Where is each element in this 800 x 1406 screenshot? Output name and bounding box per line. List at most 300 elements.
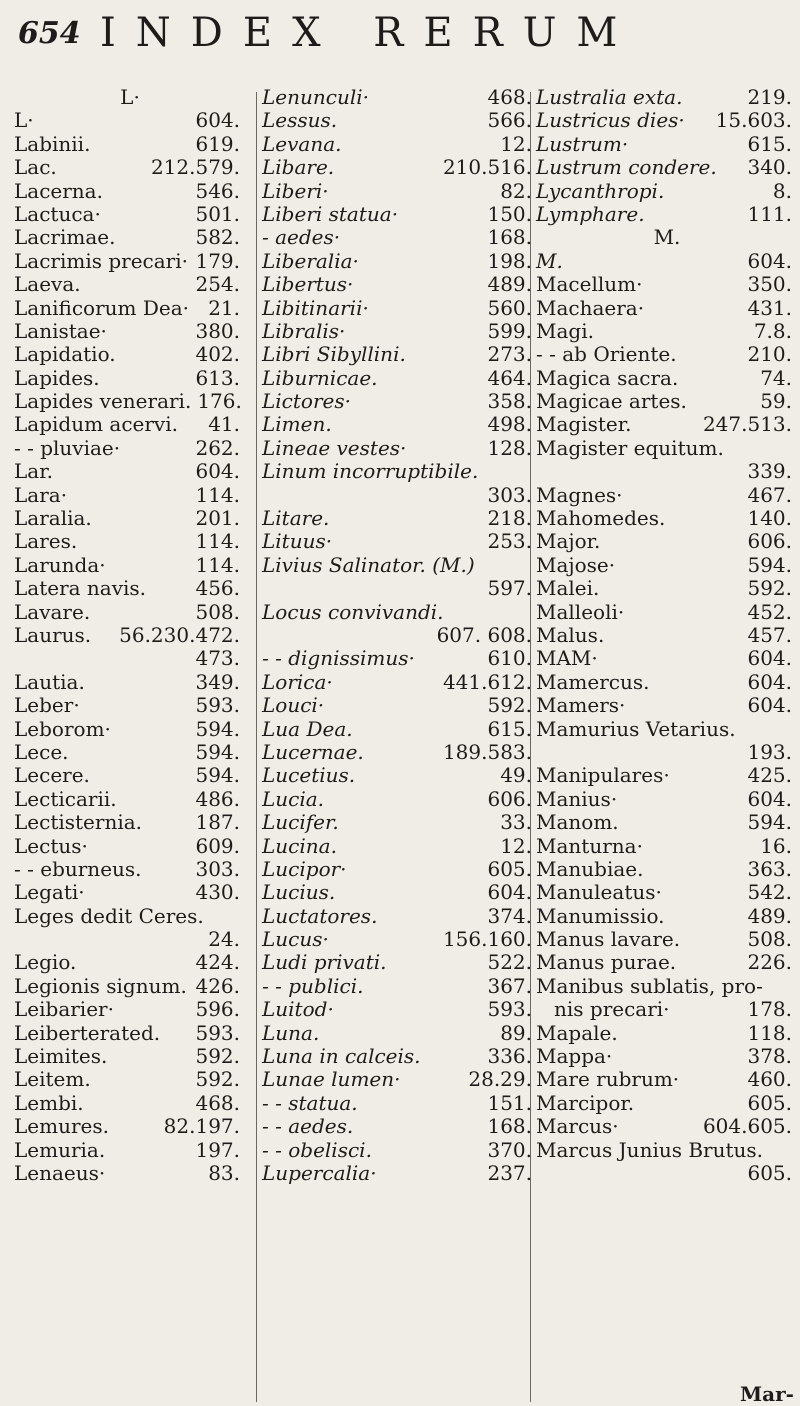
- page-reference: 489.: [747, 903, 792, 928]
- index-entry: [262, 998, 532, 1021]
- page-reference: 179.: [195, 248, 240, 273]
- index-term: Lessus.: [262, 108, 338, 133]
- index-entry: [14, 1022, 240, 1045]
- page-reference: 593.: [487, 997, 532, 1022]
- index-term: Mappa·: [536, 1044, 613, 1069]
- index-entry: [262, 905, 532, 928]
- index-term: Lactuca·: [14, 201, 101, 226]
- index-entry: [262, 647, 532, 670]
- page-reference: [234, 905, 240, 928]
- index-term: Lucius.: [262, 880, 336, 905]
- index-entry: [262, 788, 532, 811]
- page-reference: 604.: [195, 108, 240, 133]
- letter-heading: [536, 226, 792, 249]
- page-reference: 8.: [772, 178, 792, 203]
- letter-heading: [14, 86, 240, 109]
- index-term: Lustralia exta.: [536, 85, 683, 109]
- index-term: Louci·: [262, 693, 325, 718]
- page-reference: 374.: [487, 903, 532, 928]
- index-term: Manibus sublatis, pro-: [536, 973, 763, 998]
- page-reference: 349.: [195, 669, 240, 694]
- index-term: Lucus·: [262, 927, 329, 952]
- index-term: Lua Dea.: [262, 716, 353, 741]
- page-reference: 367.: [487, 973, 532, 998]
- index-entry: [536, 460, 792, 483]
- index-entry: [262, 718, 532, 741]
- index-term: Lineae vestes·: [262, 435, 407, 460]
- index-term: Magister.: [536, 412, 632, 437]
- page-reference: 592.: [195, 1067, 240, 1092]
- index-entry: [262, 764, 532, 787]
- page-reference: 12.: [500, 833, 532, 858]
- page-reference: 468.: [487, 85, 532, 109]
- index-entry: [262, 624, 532, 647]
- index-term: Malleoli·: [536, 599, 625, 624]
- page-reference: 370.: [487, 1137, 532, 1162]
- letter-heading-text: M.: [653, 225, 681, 250]
- index-entry: [14, 1115, 240, 1138]
- index-entry: [262, 928, 532, 951]
- index-term: Manus lavare.: [536, 927, 681, 952]
- index-term: Laralia.: [14, 506, 92, 531]
- page-reference: 594.: [195, 716, 240, 741]
- page-reference: 176.: [197, 389, 242, 414]
- index-entry: [262, 437, 532, 460]
- index-entry: [536, 764, 792, 787]
- index-term: Luitod·: [262, 997, 334, 1022]
- page-reference: 336.: [487, 1044, 532, 1069]
- page-reference: 604.: [487, 880, 532, 905]
- index-entry: [536, 133, 792, 156]
- index-term: Leges dedit Ceres.: [14, 903, 204, 928]
- index-entry: [536, 180, 792, 203]
- index-entry: [536, 156, 792, 179]
- index-term: Magister equitum.: [536, 435, 724, 460]
- page-reference: 350.: [747, 272, 792, 297]
- index-term: Manubiae.: [536, 856, 644, 881]
- index-entry: [262, 320, 532, 343]
- index-entry: [262, 156, 532, 179]
- index-entry: [262, 835, 532, 858]
- index-term: Larunda·: [14, 552, 106, 577]
- index-entry: [262, 1092, 532, 1115]
- page-reference: 24.: [208, 927, 240, 952]
- index-term: Machaera·: [536, 295, 645, 320]
- index-entry: [14, 484, 240, 507]
- index-term: Lautia.: [14, 669, 85, 694]
- index-term: Liburnicae.: [262, 365, 378, 390]
- index-entry: [14, 811, 240, 834]
- index-term: Leimites.: [14, 1044, 108, 1069]
- index-entry: [14, 1068, 240, 1091]
- index-entry: [14, 203, 240, 226]
- page-reference: 456.: [195, 576, 240, 601]
- page-reference: 187.: [195, 810, 240, 835]
- index-entry: [536, 273, 792, 296]
- index-entry: [262, 273, 532, 296]
- page-reference: 566.: [487, 108, 532, 133]
- index-entry: [262, 1068, 532, 1091]
- index-entry: [262, 530, 532, 553]
- page-reference: [786, 975, 792, 998]
- index-term: Mamurius Vetarius.: [536, 716, 736, 741]
- index-term: Manipulares·: [536, 763, 670, 788]
- page-reference: [526, 601, 532, 624]
- letter-heading-text: L·: [120, 85, 140, 109]
- index-term: Lucetius.: [262, 763, 356, 788]
- page-reference: 28.29.: [468, 1067, 532, 1092]
- index-entry: [262, 1162, 532, 1185]
- index-entry: [536, 437, 792, 460]
- index-term: Lemuria.: [14, 1137, 106, 1162]
- index-entry: [14, 1139, 240, 1162]
- index-term: Lorica·: [262, 669, 333, 694]
- index-entry: [536, 951, 792, 974]
- index-term: Magi.: [536, 318, 594, 343]
- index-entry: [262, 297, 532, 320]
- index-term: - - obelisci.: [262, 1137, 372, 1162]
- index-entry: [262, 694, 532, 717]
- page-reference: 489.: [487, 272, 532, 297]
- page-reference: 197.: [195, 1137, 240, 1162]
- page-reference: 609.: [195, 833, 240, 858]
- page-reference: 606.: [747, 529, 792, 554]
- index-term: Leibarier·: [14, 997, 114, 1022]
- page-reference: 7.8.: [753, 318, 792, 343]
- index-entry: [262, 811, 532, 834]
- index-entry: [14, 975, 240, 998]
- page-reference: 599.: [487, 318, 532, 343]
- index-entry: [14, 998, 240, 1021]
- page-reference: 604.: [747, 248, 792, 273]
- page-reference: 189.583.: [442, 739, 532, 764]
- page-reference: 522.: [487, 950, 532, 975]
- index-term: Lapides.: [14, 365, 100, 390]
- page-reference: 604.: [747, 669, 792, 694]
- page-reference: 604.: [195, 459, 240, 484]
- index-term: Magnes·: [536, 482, 623, 507]
- page-reference: 430.: [195, 880, 240, 905]
- page-reference: 12.: [500, 131, 532, 156]
- index-term: Lucifer.: [262, 810, 339, 835]
- page-reference: 210.: [747, 342, 792, 367]
- page-reference: 16.: [760, 833, 792, 858]
- page-reference: 303.: [195, 856, 240, 881]
- index-entry: [14, 273, 240, 296]
- index-entry: [536, 881, 792, 904]
- index-entry: [536, 718, 792, 741]
- index-term: - - dignissimus·: [262, 646, 415, 671]
- index-term: Lavare.: [14, 599, 91, 624]
- page-reference: 468.: [195, 1090, 240, 1115]
- index-term: Manumissio.: [536, 903, 665, 928]
- index-entry: [536, 811, 792, 834]
- index-term: Leiberterated.: [14, 1020, 161, 1045]
- index-entry: [262, 1022, 532, 1045]
- index-entry: [262, 460, 532, 483]
- index-entry: [262, 86, 532, 109]
- index-term: Manturna·: [536, 833, 643, 858]
- page-reference: 498.: [487, 412, 532, 437]
- column-divider: [256, 92, 257, 1402]
- index-term: Legati·: [14, 880, 85, 905]
- index-entry: [14, 133, 240, 156]
- index-entry: [536, 554, 792, 577]
- index-entry: [14, 109, 240, 132]
- page-reference: [526, 460, 532, 483]
- index-entry: [262, 881, 532, 904]
- index-entry: [262, 975, 532, 998]
- page-reference: 594.: [195, 739, 240, 764]
- page-reference: 237.: [487, 1160, 532, 1185]
- page-reference: 254.: [195, 272, 240, 297]
- index-term: Malei.: [536, 576, 600, 601]
- page-reference: 363.: [747, 856, 792, 881]
- index-entry: [536, 390, 792, 413]
- index-entry: [262, 109, 532, 132]
- page-reference: 615.: [747, 131, 792, 156]
- index-entry: [14, 601, 240, 624]
- index-entry: [536, 320, 792, 343]
- index-term: Mamercus.: [536, 669, 650, 694]
- index-term: Levana.: [262, 131, 342, 156]
- page-reference: 597.: [487, 576, 532, 601]
- page-reference: [786, 1139, 792, 1162]
- index-entry: [262, 226, 532, 249]
- index-term: Lustrum condere.: [536, 155, 717, 180]
- index-entry: [14, 297, 240, 320]
- page-reference: 424.: [195, 950, 240, 975]
- index-entry: [536, 671, 792, 694]
- index-entry: [536, 647, 792, 670]
- index-term: Leber·: [14, 693, 80, 718]
- page-reference: 596.: [195, 997, 240, 1022]
- index-entry: [14, 437, 240, 460]
- index-entry: [536, 694, 792, 717]
- page-reference: 592.: [747, 576, 792, 601]
- page-reference: 82.: [500, 178, 532, 203]
- index-entry: [262, 250, 532, 273]
- page-reference: 486.: [195, 786, 240, 811]
- index-term: Libertus·: [262, 272, 354, 297]
- index-term: - - pluviae·: [14, 435, 121, 460]
- index-entry: [536, 1115, 792, 1138]
- index-term: Magicae artes.: [536, 389, 687, 414]
- page-reference: 604.: [747, 786, 792, 811]
- index-term: Lycanthropi.: [536, 178, 665, 203]
- index-term: Lacerna.: [14, 178, 103, 203]
- index-term: Leitem.: [14, 1067, 91, 1092]
- index-term: Luna in calceis.: [262, 1044, 421, 1069]
- index-term: Lustrum·: [536, 131, 629, 156]
- page-reference: 592.: [487, 693, 532, 718]
- index-entry: [262, 671, 532, 694]
- index-term: Lenunculi·: [262, 85, 369, 109]
- page-reference: 380.: [195, 318, 240, 343]
- index-entry: [262, 601, 532, 624]
- page-reference: 464.: [487, 365, 532, 390]
- index-term: Lapidatio.: [14, 342, 116, 367]
- index-entry: [536, 1045, 792, 1068]
- page-reference: 592.: [195, 1044, 240, 1069]
- page-reference: 111.: [747, 201, 792, 226]
- page-reference: 604.: [747, 646, 792, 671]
- page-reference: 560.: [487, 295, 532, 320]
- index-term: Libri Sibyllini.: [262, 342, 406, 367]
- index-entry: [262, 413, 532, 436]
- index-entry: [536, 928, 792, 951]
- index-term: Ludi privati.: [262, 950, 387, 975]
- page-reference: 128.: [487, 435, 532, 460]
- index-entry: [14, 788, 240, 811]
- page-reference: 15.603.: [715, 108, 792, 133]
- index-term: Lunae lumen·: [262, 1067, 401, 1092]
- index-entry: [14, 180, 240, 203]
- index-entry: [536, 1162, 792, 1185]
- page-reference: 473.: [195, 646, 240, 671]
- page-reference: 49.: [500, 763, 532, 788]
- index-term: Marcus·: [536, 1114, 619, 1139]
- index-column-2: [262, 86, 532, 1185]
- index-term: Leborom·: [14, 716, 111, 741]
- page-reference: 262.: [195, 435, 240, 460]
- index-entry: [536, 86, 792, 109]
- index-entry: [14, 835, 240, 858]
- page-reference: 457.: [747, 622, 792, 647]
- page-reference: 402.: [195, 342, 240, 367]
- index-entry: [262, 180, 532, 203]
- index-entry: [262, 1139, 532, 1162]
- page-reference: 593.: [195, 1020, 240, 1045]
- index-entry: [14, 507, 240, 530]
- page-reference: 114.: [195, 482, 240, 507]
- running-head: INDEX RERUM: [100, 10, 638, 56]
- index-entry: [262, 390, 532, 413]
- index-term: - - statua.: [262, 1090, 358, 1115]
- index-entry: [14, 858, 240, 881]
- index-entry: [262, 133, 532, 156]
- index-term: Lacrimae.: [14, 225, 116, 250]
- index-term: Mapale.: [536, 1020, 618, 1045]
- index-term: Manius·: [536, 786, 618, 811]
- index-term: Legionis signum.: [14, 973, 187, 998]
- index-term: Mare rubrum·: [536, 1067, 680, 1092]
- index-term: Lictores·: [262, 389, 351, 414]
- index-term: Lituus·: [262, 529, 333, 554]
- page-reference: 426.: [195, 973, 240, 998]
- index-entry: [262, 367, 532, 390]
- index-entry: [536, 998, 792, 1021]
- index-term: - - aedes.: [262, 1114, 354, 1139]
- index-entry: [262, 343, 532, 366]
- page-reference: 508.: [747, 927, 792, 952]
- index-entry: [262, 203, 532, 226]
- index-term: Lucernae.: [262, 739, 364, 764]
- page-reference: 140.: [747, 506, 792, 531]
- index-term: - - ab Oriente.: [536, 342, 677, 367]
- index-entry: [536, 1022, 792, 1045]
- page-reference: 168.: [487, 225, 532, 250]
- page-reference: 210.516.: [442, 155, 532, 180]
- index-entry: [14, 413, 240, 436]
- page-reference: 56.230.472.: [119, 622, 240, 647]
- index-entry: [14, 530, 240, 553]
- index-entry: [14, 156, 240, 179]
- index-term: Lymphare.: [536, 201, 645, 226]
- index-term: Macellum·: [536, 272, 643, 297]
- index-term: Lar.: [14, 459, 53, 484]
- page-reference: 604.605.: [702, 1114, 792, 1139]
- index-term: Lanistae·: [14, 318, 107, 343]
- index-term: Lupercalia·: [262, 1160, 377, 1185]
- page-reference: 604.: [747, 693, 792, 718]
- page-reference: 83.: [208, 1160, 240, 1185]
- index-term: Locus convivandi.: [262, 599, 444, 624]
- index-term: Limen.: [262, 412, 332, 437]
- index-term: Liberi·: [262, 178, 329, 203]
- index-entry: [536, 624, 792, 647]
- page-reference: 431.: [747, 295, 792, 320]
- index-term: Lenaeus·: [14, 1160, 106, 1185]
- index-term: Lucia.: [262, 786, 325, 811]
- page-reference: 619.: [195, 131, 240, 156]
- index-entry: [14, 343, 240, 366]
- page-reference: 168.: [487, 1114, 532, 1139]
- page-reference: [526, 554, 532, 577]
- page-reference: 441.612.: [442, 669, 532, 694]
- index-term: Marcus Junius Brutus.: [536, 1137, 764, 1162]
- index-entry: [14, 694, 240, 717]
- page-reference: 253.: [487, 529, 532, 554]
- index-term: Liberalia·: [262, 248, 359, 273]
- index-entry: [14, 647, 240, 670]
- page-reference: 340.: [747, 155, 792, 180]
- index-entry: [536, 250, 792, 273]
- index-term: Manuleatus·: [536, 880, 662, 905]
- index-entry: [262, 507, 532, 530]
- page-reference: 201.: [195, 506, 240, 531]
- index-term: - aedes·: [262, 225, 341, 250]
- page-reference: 607. 608.: [436, 622, 532, 647]
- page-reference: 193.: [747, 739, 792, 764]
- index-entry: [14, 460, 240, 483]
- index-term: Malus.: [536, 622, 605, 647]
- index-entry: [14, 718, 240, 741]
- page-reference: 89.: [500, 1020, 532, 1045]
- index-term: Latera navis.: [14, 576, 147, 601]
- index-term: Lares.: [14, 529, 78, 554]
- page-reference: [786, 437, 792, 460]
- page-reference: 82.197.: [163, 1114, 240, 1139]
- index-entry: [14, 741, 240, 764]
- index-term: Lucipor·: [262, 856, 347, 881]
- index-entry: [262, 484, 532, 507]
- index-term: MAM·: [536, 646, 598, 671]
- index-entry: [536, 905, 792, 928]
- page-reference: 452.: [747, 599, 792, 624]
- index-term: Lacrimis precari·: [14, 248, 188, 273]
- index-entry: [14, 671, 240, 694]
- page-reference: 219.: [747, 85, 792, 109]
- index-term: - - publici.: [262, 973, 364, 998]
- index-entry: [14, 951, 240, 974]
- index-term: nis precari·: [554, 997, 670, 1022]
- index-entry: [536, 975, 792, 998]
- index-entry: [262, 1115, 532, 1138]
- page-reference: 226.: [747, 950, 792, 975]
- index-term: Laeva.: [14, 272, 81, 297]
- index-term: Labinii.: [14, 131, 91, 156]
